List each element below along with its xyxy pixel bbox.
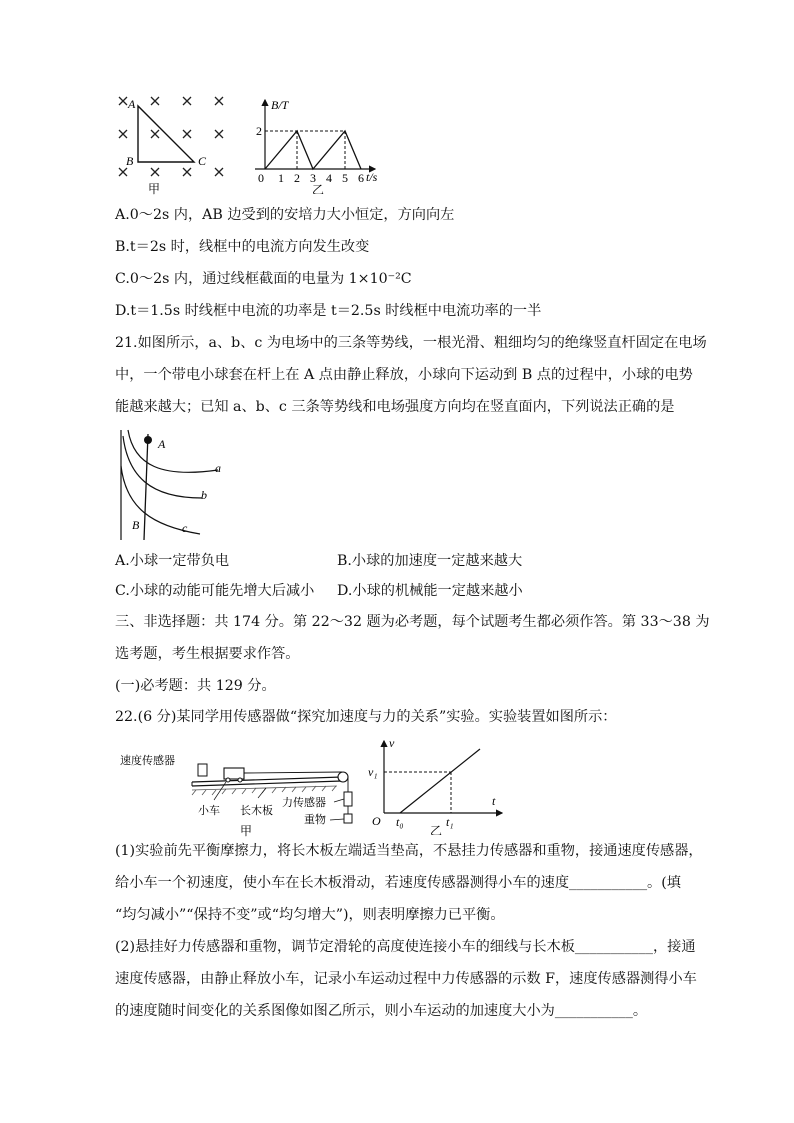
q21-option-a: A.小球一定带负电 [115, 553, 230, 569]
cart-label: 小车 [198, 805, 220, 817]
q21-stem-line-1: 21.如图所示，a、b、c 为电场中的三条等势线，一根光滑、粗细均匀的绝缘竖直杆固定在电场 [115, 335, 707, 351]
q22-part2-line-2: 速度传感器，由静止释放小车，记录小车运动过程中力传感器的示数 F，速度传感器测得小车 [115, 971, 697, 987]
x-tick: 0 [258, 171, 264, 185]
t-axis-label: t [492, 794, 496, 808]
cart [224, 768, 244, 779]
figure-q21-equipotential-lines [112, 428, 237, 543]
x-tick: 4 [326, 171, 332, 185]
x-tick: 5 [342, 171, 348, 185]
line-b-label: b [201, 488, 207, 502]
t0-label: t₀ [396, 815, 404, 829]
speed-sensor-label: 速度传感器 [120, 755, 175, 767]
vertex-b-label: B [126, 154, 134, 168]
section-3-line-3: (一)必考题：共 129 分。 [115, 678, 276, 694]
board-label: 长木板 [240, 805, 273, 817]
q22-part2-line-1: (2)悬挂好力传感器和重物，调节定滑轮的高度使连接小车的细线与长木板___________，接通 [115, 939, 696, 955]
x-axis-label: t/s [366, 170, 378, 184]
weight-label: 重物 [304, 814, 326, 826]
figure-q22-apparatus [112, 742, 362, 837]
figure-yi-bt-graph [250, 94, 395, 194]
q20-option-c: C.0～2s 内，通过线框截面的电量为 1×10⁻²C [115, 271, 412, 287]
x-tick: 6 [358, 171, 364, 185]
weight [344, 814, 352, 823]
fig-yi-label: 乙 [312, 183, 325, 194]
figure-jia-magnetic-field [112, 92, 232, 197]
fig-jia-label: 甲 [148, 182, 161, 196]
pulley [338, 772, 348, 782]
q20-option-a: A.0～2s 内，AB 边受到的安培力大小恒定，方向向左 [115, 207, 455, 223]
origin-label: O [372, 814, 381, 828]
b-t-curve [265, 131, 361, 169]
line-c-label: c [182, 521, 188, 535]
vertex-c-label: C [198, 154, 207, 168]
q20-option-d: D.t＝1.5s 时线框中电流的功率是 t＝2.5s 时线框中电流功率的一半 [115, 303, 542, 319]
q22-part1-line-1: (1)实验前先平衡摩擦力，将长木板左端适当垫高，不悬挂力传感器和重物，接通速度传感器， [115, 843, 703, 859]
y-tick-2: 2 [256, 124, 262, 138]
q21-option-b: B.小球的加速度一定越来越大 [337, 553, 523, 569]
x-tick: 2 [294, 171, 300, 185]
q21-stem-line-2: 中，一个带电小球套在杆上在 A 点由静止释放，小球向下运动到 B 点的过程中，小球的电势 [115, 367, 693, 383]
q20-option-b: B.t＝2s 时，线框中的电流方向发生改变 [115, 239, 370, 255]
point-b-label: B [132, 518, 140, 532]
speed-sensor [198, 764, 207, 776]
vertex-a-label: A [128, 97, 136, 111]
line-a-label: a [215, 461, 221, 475]
table-hatching [192, 786, 337, 795]
force-sensor-label: 力传感器 [282, 797, 326, 809]
q21-option-c: C.小球的动能可能先增大后减小 [115, 583, 315, 599]
q22-part1-line-3: “均匀减小”“保持不变”或“均匀增大”)，则表明摩擦力已平衡。 [115, 907, 505, 923]
q22-stem: 22.(6 分)某同学用传感器做“探究加速度与力的关系”实验。实验装置如图所示： [115, 709, 617, 725]
x-tick: 1 [278, 171, 284, 185]
fig-yi-label: 乙 [430, 824, 443, 835]
x-tick: 3 [310, 171, 316, 185]
x-tick-labels [258, 171, 364, 185]
point-a-label: A [158, 437, 166, 451]
vertical-rod [144, 434, 148, 540]
q21-option-d: D.小球的机械能一定越来越小 [337, 583, 523, 599]
triangle-abc [138, 106, 194, 162]
section-3-line-2: 选考题，考生根据要求作答。 [115, 646, 300, 662]
section-3-line-1: 三、非选择题：共 174 分。第 22～32 题为必考题，每个试题考生都必须作答。第 33～38 为 [115, 614, 710, 630]
y-axis-label: B/T [271, 98, 289, 112]
v1-label: v₁ [368, 765, 378, 779]
v-t-line [400, 749, 480, 813]
q21-stem-line-3: 能越来越大；已知 a、b、c 三条等势线和电场强度方向均在竖直面内，下列说法正确的是 [115, 399, 675, 415]
force-sensor [344, 792, 352, 806]
q22-part2-line-3: 的速度随时间变化的关系图像如图乙所示，则小车运动的加速度大小为___________。 [115, 1003, 648, 1019]
figure-q22-vt-graph [362, 735, 512, 835]
t1-label: t₁ [446, 815, 454, 829]
q22-part1-line-2: 给小车一个初速度，使小车在长木板滑动，若速度传感器测得小车的速度___________。(填 [115, 875, 681, 891]
charged-ball [144, 436, 152, 444]
fig-jia-label: 甲 [240, 824, 253, 837]
equipotential-a [128, 430, 218, 472]
v-axis-label: v [389, 736, 395, 750]
